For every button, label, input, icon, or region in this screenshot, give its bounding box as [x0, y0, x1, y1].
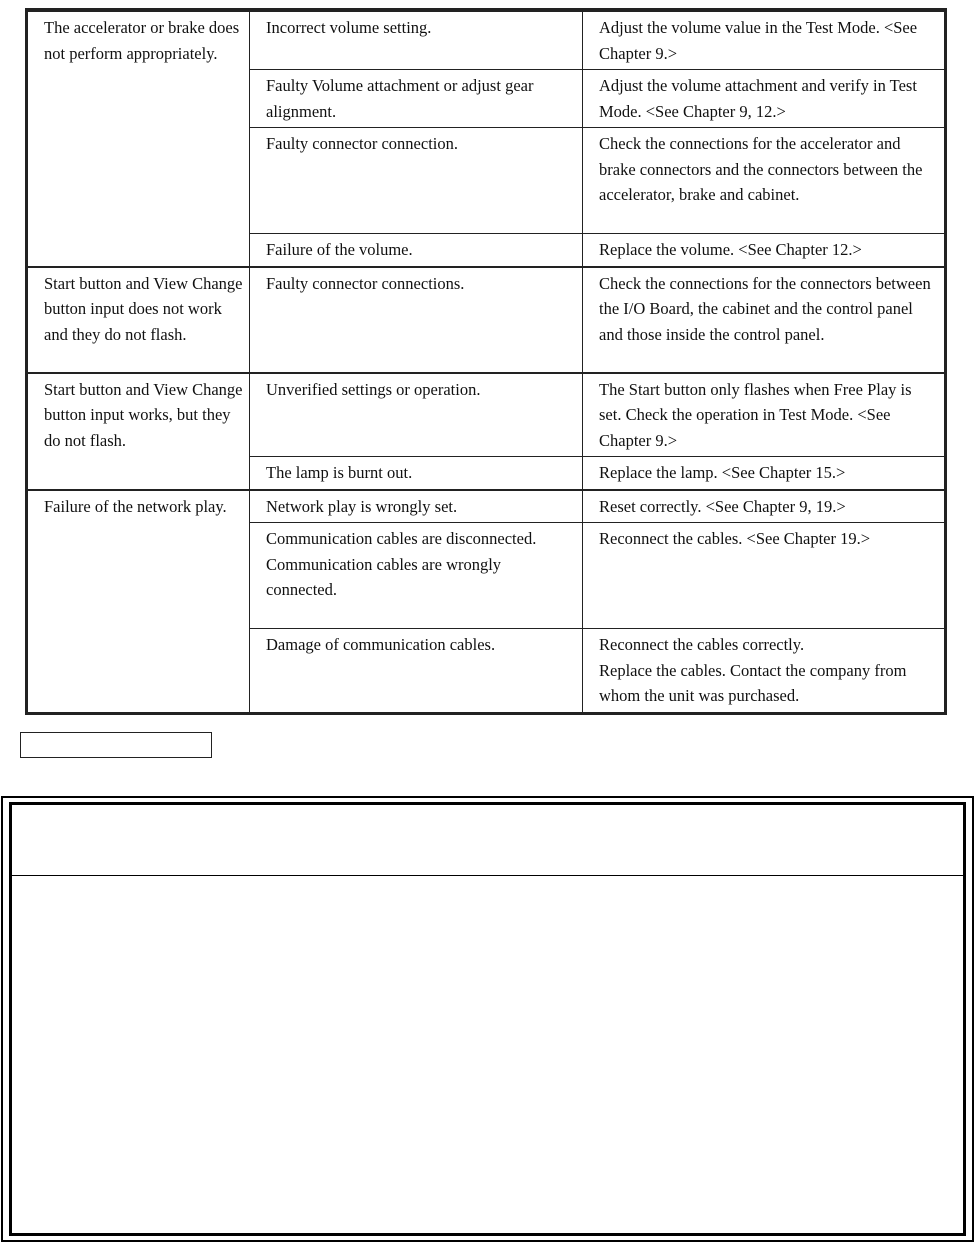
remedy-cell: Reconnect the cables. <See Chapter 19.>: [583, 523, 945, 629]
cause-cell: Faulty connector connections.: [250, 267, 583, 373]
remedy-cell: Replace the lamp. <See Chapter 15.>: [583, 457, 945, 490]
remedy-cell: Check the connections for the accelerator and brake connectors and the connectors between the accelerator, brake and cabinet.: [583, 128, 945, 234]
table-row: [28, 373, 945, 457]
remedy-cell: Adjust the volume value in the Test Mode. <See Chapter 9.>: [583, 11, 945, 70]
symptom-cell: Failure of the network play.: [28, 490, 250, 713]
symptom-cell: The accelerator or brake does not perform appropriately.: [28, 11, 250, 267]
cause-cell: Failure of the volume.: [250, 234, 583, 267]
section-label-box: [20, 732, 212, 758]
remedy-cell: Reconnect the cables correctly. Replace the cables. Contact the company from whom the unit was purchased.: [583, 629, 945, 713]
cause-cell: Faulty Volume attachment or adjust gear alignment.: [250, 70, 583, 128]
cause-cell: Communication cables are disconnected. Communication cables are wrongly connected.: [250, 523, 583, 629]
notice-frame-header: [12, 805, 963, 876]
table-row: [28, 267, 945, 373]
remedy-cell: Replace the volume. <See Chapter 12.>: [583, 234, 945, 267]
notice-frame-inner: [9, 802, 966, 1236]
table-row: [28, 490, 945, 523]
cause-cell: Faulty connector connection.: [250, 128, 583, 234]
symptom-cell: Start button and View Change button input works, but they do not flash.: [28, 373, 250, 490]
remedy-cell: Adjust the volume attachment and verify in Test Mode. <See Chapter 9, 12.>: [583, 70, 945, 128]
remedy-cell: The Start button only flashes when Free Play is set. Check the operation in Test Mode. <See Chapter 9.>: [583, 373, 945, 457]
notice-frame: [1, 796, 974, 1242]
cause-cell: Unverified settings or operation.: [250, 373, 583, 457]
table-row: [28, 11, 945, 70]
remedy-cell: Reset correctly. <See Chapter 9, 19.>: [583, 490, 945, 523]
symptom-cell: Start button and View Change button input does not work and they do not flash.: [28, 267, 250, 373]
cause-cell: Damage of communication cables.: [250, 629, 583, 713]
cause-cell: Network play is wrongly set.: [250, 490, 583, 523]
cause-cell: Incorrect volume setting.: [250, 11, 583, 70]
troubleshooting-table: [27, 10, 945, 713]
cause-cell: The lamp is burnt out.: [250, 457, 583, 490]
remedy-cell: Check the connections for the connectors between the I/O Board, the cabinet and the control panel and those inside the control panel.: [583, 267, 945, 373]
